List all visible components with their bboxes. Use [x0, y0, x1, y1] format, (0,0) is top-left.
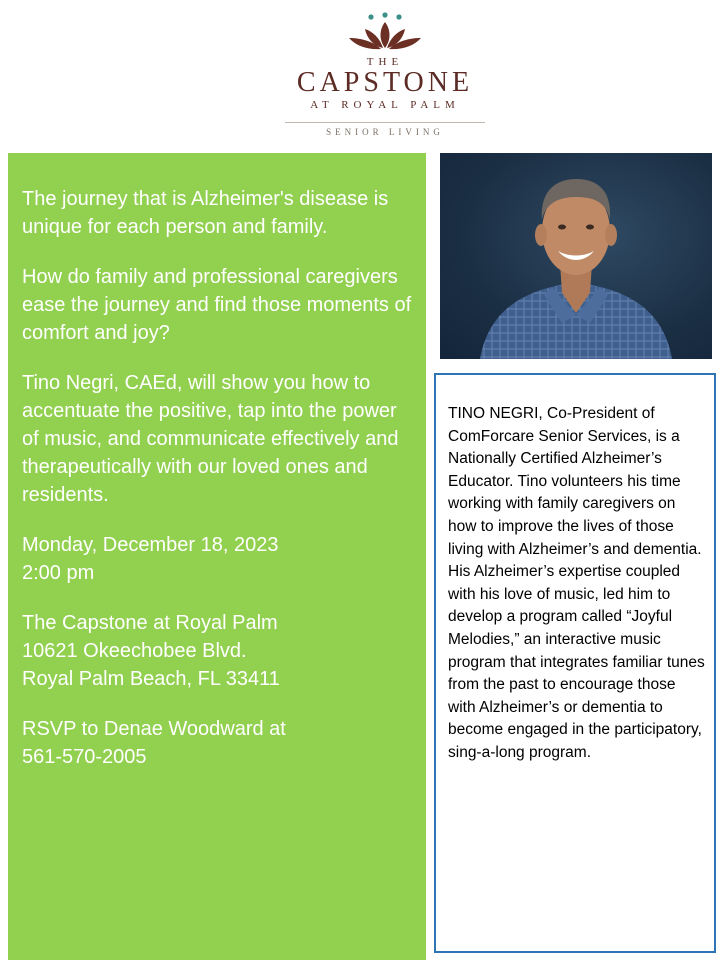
logo-divider [285, 122, 485, 123]
lotus-leaves-icon [340, 12, 430, 52]
rsvp-info [22, 715, 414, 771]
event-datetime [22, 531, 414, 587]
venue-street: 10621 Okeechobee Blvd. [22, 640, 247, 662]
venue-city: Royal Palm Beach, FL 33411 [22, 668, 280, 690]
question-text: How do family and professional caregivers ease the journey and find those moments of comfort and joy? [22, 266, 412, 344]
logo-the: THE [366, 56, 404, 68]
logo-subtitle: AT ROYAL PALM [310, 99, 460, 111]
event-date: Monday, December 18, 2023 [22, 534, 279, 556]
venue-name: The Capstone at Royal Palm [22, 612, 278, 634]
capstone-logo [270, 12, 500, 142]
rsvp-text: RSVP to Denae Woodward at [22, 718, 286, 740]
description-text: Tino Negri, CAEd, will show you how to accentuate the positive, tap into the power of music, and communicate effectively and therapeutically with our loved ones and residents. [22, 372, 399, 506]
rsvp-phone[interactable]: 561-570-2005 [22, 746, 147, 768]
event-time: 2:00 pm [22, 562, 95, 584]
intro-text: The journey that is Alzheimer's disease is unique for each person and family. [22, 188, 389, 238]
speaker-photo [440, 153, 712, 359]
logo-tagline: SENIOR LIVING [326, 127, 444, 137]
speaker-portrait [440, 153, 712, 359]
event-details-panel [8, 153, 426, 960]
logo-name: CAPSTONE [296, 67, 474, 98]
event-address [22, 609, 414, 693]
bio-text: TINO NEGRI, Co-President of ComForcare Senior Services, is a Nationally Certified Alzheimer’s Educator. Tino volunteers his time working with family caregivers on how to improve the lives of those living with Alzheimer’s and dementia. His Alzheimer’s expertise coupled with his love of music, led him to develop a program called “Joyful Melodies,” an interactive music program that integrates familiar tunes from the past to encourage those with Alzheimer’s or dementia to become engaged in the participatory, sing-a-long program. [448, 405, 705, 761]
speaker-bio [434, 373, 716, 953]
